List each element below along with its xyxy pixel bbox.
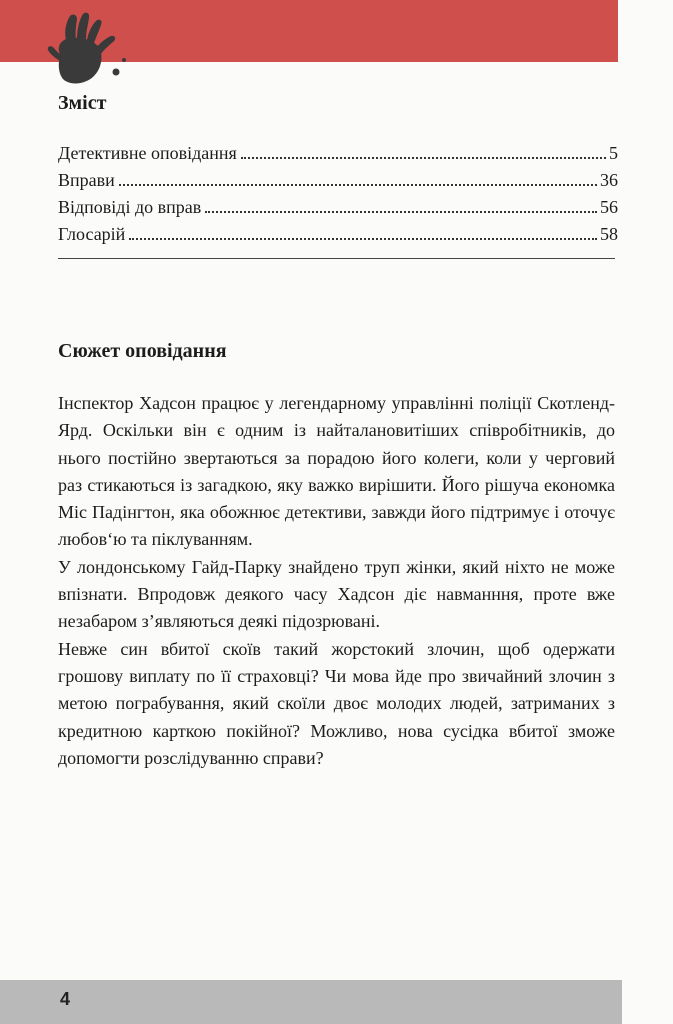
- toc-dot-leader: [119, 183, 597, 186]
- handprint-icon: [46, 10, 136, 90]
- plot-body: [58, 390, 615, 772]
- toc-entry-page: 36: [600, 170, 618, 190]
- toc-entry: [58, 224, 618, 251]
- plot-paragraph: Інспектор Хадсон працює у легендарному управлінні поліції Скотленд-Ярд. Оскільки він є одним із найталановитіших співробітників, до нього постійно звертаються за порадою його колеги, коли у черговий раз стикаються із загадкою, яку важко вирішити. Його рішуча економка Міс Падінгтон, яка обожнює детективи, завжди його підтримує і оточує любов‘ю та піклуванням.: [58, 393, 615, 550]
- bottom-color-band: [0, 980, 622, 1024]
- plot-paragraph: Невже син вбитої скоїв такий жорстокий злочин, щоб одержати грошову виплату по її страховці? Чи мова йде про звичайний злочин з метою пограбування, який скоїли двоє молодих людей, затриманих з кредитною карткою покійної? Можливо, нова сусідка вбитої зможе допомогти розслідуванню справи?: [58, 638, 615, 768]
- plot-heading: Сюжет оповідання: [58, 340, 227, 362]
- toc-dot-leader: [241, 156, 606, 159]
- toc-dot-leader: [205, 210, 597, 213]
- page-number: 4: [60, 989, 71, 1009]
- toc-entry: [58, 143, 618, 170]
- toc-entry-page: 58: [600, 224, 618, 244]
- toc-entry-page: 56: [600, 197, 618, 217]
- toc-list: [58, 143, 618, 251]
- toc-entry: [58, 170, 618, 197]
- toc-entry: [58, 197, 618, 224]
- toc-entry-page: 5: [609, 143, 618, 163]
- toc-dot-leader: [129, 237, 597, 240]
- toc-entry-title: Відповіді до вправ: [58, 197, 202, 217]
- toc-divider: [58, 258, 615, 259]
- toc-entry-title: Детективне оповідання: [58, 143, 237, 163]
- toc-heading: Зміст: [58, 92, 107, 114]
- toc-entry-title: Вправи: [58, 170, 115, 190]
- plot-paragraph: У лондонському Гайд-Парку знайдено труп жінки, який ніхто не може впізнати. Впродовж деякого часу Хадсон діє навманння, проте вже незабаром з’являються деякі підозрювані.: [58, 556, 615, 632]
- toc-entry-title: Глосарій: [58, 224, 126, 244]
